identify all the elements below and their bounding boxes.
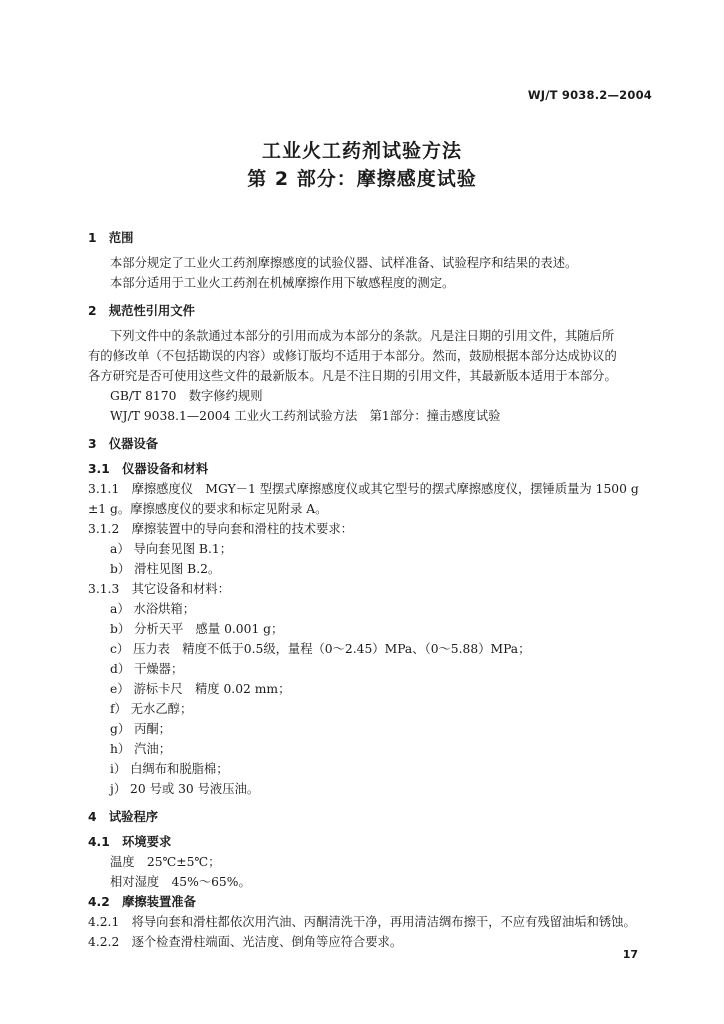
list-item-3-1-2-a: a） 导向套见图 B.1； (110, 542, 232, 556)
scope-paragraph-1: 本部分规定了工业火工药剂摩擦感度的试验仪器、试样准备、试验程序和结果的表述。 (110, 256, 578, 270)
list-item-3-1-3-j: j） 20 号或 30 号液压油。 (110, 782, 260, 796)
list-item-3-1-3-d: d） 干燥器； (110, 662, 184, 676)
temperature-requirement: 温度 25℃±5℃； (110, 855, 221, 869)
list-item-3-1-3-f: f） 无水乙醇； (110, 702, 193, 716)
clause-4-2-2: 4.2.2 逐个检查滑柱端面、光洁度、倒角等应符合要求。 (88, 935, 403, 949)
section-4-heading: 4 试验程序 (88, 810, 159, 824)
standard-code: WJ/T 9038.2—2004 (527, 88, 652, 102)
section-1-heading: 1 范围 (88, 231, 134, 245)
clause-3-1-2: 3.1.2 摩擦装置中的导向套和滑柱的技术要求： (88, 522, 353, 536)
clause-3-1-1-line-2: ±1 g。摩擦感度仪的要求和标定见附录 A。 (88, 502, 328, 516)
reference-wj-9038-1: WJ/T 9038.1—2004 工业火工药剂试验方法 第1部分：撞击感度试验 (110, 409, 501, 423)
list-item-3-1-3-c: c） 压力表 精度不低于0.5级，量程（0～2.45）MPa、（0～5.88）MPa； (110, 642, 531, 656)
section-3-heading: 3 仪器设备 (88, 437, 159, 451)
section-3-1-heading: 3.1 仪器设备和材料 (88, 462, 209, 476)
list-item-3-1-2-b: b） 滑柱见图 B.2。 (110, 562, 221, 576)
clause-3-1-3: 3.1.3 其它设备和材料： (88, 582, 230, 596)
document-title: 工业火工药剂试验方法 (261, 140, 462, 162)
list-item-3-1-3-g: g） 丙酮； (110, 722, 171, 736)
clause-3-1-1-line-1: 3.1.1 摩擦感度仪 MGY－1 型摆式摩擦感度仪或其它型号的摆式摩擦感度仪，摆锤质量为 1500 g (88, 482, 639, 496)
clause-4-2-1: 4.2.1 将导向套和滑柱都依次用汽油、丙酮清洗干净，再用清洁绸布擦干，不应有残留油垢和锈蚀。 (88, 915, 636, 929)
references-paragraph-line-2: 有的修改单（不包括勘误的内容）或修订版均不适用于本部分。然而，鼓励根据本部分达成协议的 (88, 349, 617, 363)
reference-gb-8170: GB/T 8170 数字修约规则 (110, 389, 263, 403)
list-item-3-1-3-e: e） 游标卡尺 精度 0.02 mm； (110, 682, 291, 696)
list-item-3-1-3-i: i） 白绸布和脱脂棉； (110, 762, 229, 776)
scope-paragraph-2: 本部分适用于工业火工药剂在机械摩擦作用下敏感程度的测定。 (110, 276, 455, 290)
references-paragraph-line-3: 各方研究是否可使用这些文件的最新版本。凡是不注日期的引用文件，其最新版本适用于本部分。 (88, 369, 617, 383)
list-item-3-1-3-h: h） 汽油； (110, 742, 172, 756)
page-number: 17 (622, 948, 638, 961)
list-item-3-1-3-b: b） 分析天平 感量 0.001 g； (110, 622, 284, 636)
humidity-requirement: 相对湿度 45%～65%。 (110, 875, 251, 889)
list-item-3-1-3-a: a） 水浴烘箱； (110, 602, 196, 616)
section-4-2-heading: 4.2 摩擦装置准备 (88, 895, 196, 909)
section-4-1-heading: 4.1 环境要求 (88, 835, 172, 849)
section-2-heading: 2 规范性引用文件 (88, 304, 195, 318)
document-subtitle: 第 2 部分：摩擦感度试验 (247, 168, 477, 190)
references-paragraph-line-1: 下列文件中的条款通过本部分的引用而成为本部分的条款。凡是注日期的引用文件，其随后所 (110, 329, 615, 343)
